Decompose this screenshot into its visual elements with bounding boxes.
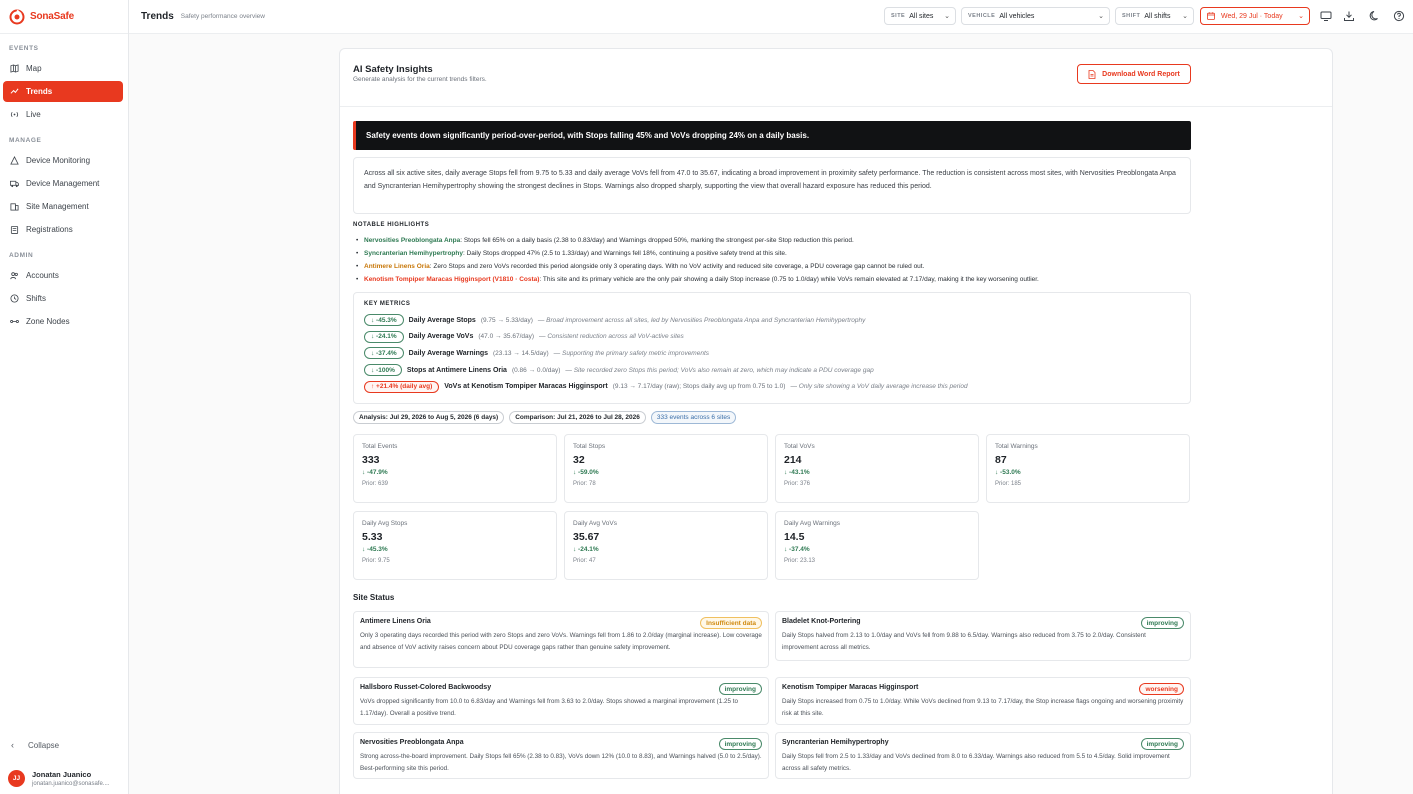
site-filter-label: SITE	[891, 13, 906, 19]
site-card	[775, 677, 1191, 725]
site-card	[353, 677, 769, 725]
stat-card-daily-avg-vovs	[564, 511, 768, 580]
stat-prior: Prior: 639	[362, 481, 389, 487]
comparison-period-chip: Comparison: Jul 21, 2026 to Jul 28, 2026	[509, 411, 646, 424]
site-name: Hallsboro Russet-Colored Backwoodsy	[360, 684, 492, 691]
metric-note: — Site recorded zero Stops this period; VoVs also remain at zero, which may indicate a PDU coverage gap	[565, 366, 874, 374]
site-filter-value: All sites	[909, 12, 934, 20]
monitor-icon[interactable]	[1319, 9, 1333, 23]
ai-insights-subtitle: Generate analysis for the current trends filters.	[353, 76, 487, 83]
highlight-site: Nervosities Preoblongata Anpa	[364, 237, 461, 244]
avatar: JJ	[8, 770, 25, 787]
stat-value: 214	[784, 454, 802, 466]
site-description: Only 3 operating days recorded this period with zero Stops and zero VoVs. Warnings fell from 1.86 to 2.0/day (marginal increase). Low coverage and absence of VoV activity raises concern about PDU coverage gaps rather than genuine safety improvement.	[360, 632, 762, 651]
stat-prior: Prior: 78	[573, 481, 596, 487]
date-picker[interactable]	[1200, 7, 1310, 25]
stat-card-daily-avg-warnings	[775, 511, 979, 580]
stat-change: ↓ -24.1%	[573, 546, 599, 553]
sidebar-item-label: Site Management	[26, 202, 89, 211]
collapse-label: Collapse	[28, 740, 60, 750]
page-title: Trends	[141, 11, 174, 22]
metric-value: (23.13 → 14.5/day)	[493, 349, 549, 357]
site-name: Syncranterian Hemihypertrophy	[782, 739, 889, 746]
shift-filter[interactable]	[1115, 7, 1194, 25]
highlight-text: : Stops fell 65% on a daily basis (2.38 to 0.83/day) and Warnings dropped 50%, marking the strongest per-site Stop reduction this period.	[460, 237, 854, 244]
highlights-list	[356, 234, 1191, 286]
events-count-chip: 333 events across 6 sites	[651, 411, 736, 424]
stat-change: ↓ -45.3%	[362, 546, 388, 553]
stat-label: Total Events	[362, 443, 398, 450]
metric-note: — Broad improvement across all sites, led by Nervosities Preoblongata Anpa and Syncranterian Hemihypertrophy	[537, 316, 866, 324]
stat-label: Total Warnings	[995, 443, 1038, 450]
list-item	[356, 273, 1191, 286]
nav-section-admin: ADMIN	[9, 252, 34, 259]
sidebar-item-label: Shifts	[26, 294, 47, 303]
stat-card-total-vovs	[775, 434, 979, 503]
sidebar-item-label: Registrations	[26, 225, 73, 234]
clipboard-icon	[10, 225, 19, 234]
site-status-title: Site Status	[353, 593, 395, 602]
stat-card-total-events	[353, 434, 557, 503]
highlight-site: Syncranterian Hemihypertrophy	[364, 250, 463, 257]
metric-name: Stops at Antimere Linens Oria	[406, 366, 507, 374]
list-item	[356, 247, 1191, 260]
highlight-site: Antimere Linens Oria	[364, 263, 430, 270]
site-name: Kenotism Tompiper Maracas Higginsport	[782, 684, 919, 691]
status-badge: Insufficient data	[700, 617, 762, 629]
sidebar	[0, 0, 129, 794]
stat-label: Total Stops	[573, 443, 606, 450]
stat-value: 32	[573, 454, 585, 466]
sidebar-item-label: Zone Nodes	[26, 317, 70, 326]
ai-insights-panel	[339, 48, 1333, 794]
stat-value: 333	[362, 454, 380, 466]
period-chips	[353, 411, 741, 424]
sidebar-item-zone-nodes[interactable]	[3, 311, 123, 332]
key-metrics-box	[353, 292, 1191, 404]
sidebar-item-label: Map	[26, 64, 42, 73]
highlight-site: Kenotism Tompiper Maracas Higginsport (V1810 · Costa)	[364, 276, 540, 283]
highlight-text: : Daily Stops dropped 47% (2.5 to 1.33/day) and Warnings fell 18%, continuing a positive safety trend at this site.	[462, 250, 787, 257]
vehicle-filter-label: VEHICLE	[968, 13, 996, 19]
shift-filter-value: All shifts	[1144, 12, 1171, 20]
chevron-left-icon: ‹	[11, 740, 14, 750]
stat-prior: Prior: 23.13	[784, 558, 816, 564]
metric-note: — Supporting the primary safety metric improvements	[553, 349, 710, 357]
sidebar-item-map[interactable]	[3, 58, 123, 79]
sidebar-item-trends[interactable]	[3, 81, 123, 102]
metric-row	[364, 362, 1180, 379]
building-icon	[10, 202, 19, 211]
metric-value: (0.86 → 0.0/day)	[511, 366, 561, 374]
site-filter[interactable]	[884, 7, 956, 25]
highlight-text: : Zero Stops and zero VoVs recorded this period alongside only 3 operating days. With no VoV activity and reduced site coverage, a PDU coverage gap cannot be ruled out.	[429, 263, 925, 270]
brand[interactable]	[0, 0, 128, 34]
ai-insights-title: AI Safety Insights	[353, 64, 433, 75]
metric-row	[364, 378, 1180, 395]
truck-icon	[10, 179, 19, 188]
dark-mode-icon[interactable]	[1368, 9, 1382, 23]
calendar-icon	[1207, 12, 1215, 20]
site-card	[353, 611, 769, 668]
document-icon	[1088, 70, 1096, 79]
change-pill: ↓ -37.4%	[364, 347, 404, 359]
user-email: jonatan.juanico@sonasafe....	[32, 781, 110, 787]
nav-section-manage: MANAGE	[9, 137, 42, 144]
sidebar-item-label: Trends	[26, 87, 53, 96]
list-item	[356, 260, 1191, 273]
stat-card-total-stops	[564, 434, 768, 503]
status-badge: improving	[719, 738, 762, 750]
stat-label: Daily Avg VoVs	[573, 520, 617, 527]
metric-value: (9.75 → 5.33/day)	[480, 316, 533, 324]
metric-name: Daily Average Warnings	[408, 349, 489, 357]
sidebar-item-accounts[interactable]	[3, 265, 123, 286]
stat-prior: Prior: 47	[573, 558, 596, 564]
site-description: Daily Stops increased from 0.75 to 1.0/day. While VoVs declined from 9.13 to 7.17/day, the Stop increase flags ongoing and worsening proximity risk at this site.	[782, 698, 1184, 717]
site-card	[775, 611, 1191, 661]
download-word-report-button[interactable]	[1077, 64, 1191, 84]
site-description: VoVs dropped significantly from 10.0 to 6.83/day and Warnings fell from 3.63 to 2.0/day. Stops showed a marginal improvement (1.25 to 1.17/day). Overall a positive trend.	[360, 698, 739, 717]
analysis-period-chip: Analysis: Jul 29, 2026 to Aug 5, 2026 (6 days)	[353, 411, 504, 424]
stat-change: ↓ -47.9%	[362, 469, 388, 476]
stat-value: 87	[995, 454, 1007, 466]
key-metrics-title: KEY METRICS	[364, 301, 411, 307]
chevron-down-icon: ⌄	[1098, 13, 1104, 20]
change-pill: ↓ -100%	[364, 364, 402, 376]
collapse-button[interactable]	[11, 740, 59, 750]
bullet: •	[356, 237, 359, 244]
headline-banner: Safety events down significantly period-over-period, with Stops falling 45% and VoVs dropping 24% on a daily basis.	[353, 121, 1191, 150]
stat-card-daily-avg-stops	[353, 511, 557, 580]
site-description: Strong across-the-board improvement. Daily Stops fell 65% (2.38 to 0.83), VoVs down 12% (10.0 to 8.83), and Warnings halved (5.0 to 2.5/day). Best-performing site this period.	[360, 753, 762, 772]
sidebar-item-label: Accounts	[26, 271, 59, 280]
metric-name: VoVs at Kenotism Tompiper Maracas Higginsport	[444, 383, 608, 391]
clock-icon	[10, 294, 19, 303]
vehicle-filter[interactable]	[961, 7, 1110, 25]
highlight-text: : This site and its primary vehicle are the only pair showing a daily Stop increase (0.75 to 1.0/day) while VoVs remain elevated at 7.17/day, making it the key worsening outlier.	[539, 276, 1039, 283]
nav-section-events: EVENTS	[9, 45, 39, 52]
date-value: Wed, 29 Jul · Today	[1221, 12, 1283, 20]
broadcast-icon	[10, 110, 19, 119]
warning-triangle-icon	[10, 156, 19, 165]
bullet: •	[356, 250, 359, 257]
trend-icon	[10, 87, 19, 96]
bullet: •	[356, 263, 359, 270]
metric-row	[364, 329, 1180, 346]
status-badge: improving	[1141, 738, 1184, 750]
list-item	[356, 234, 1191, 247]
bullet: •	[356, 276, 359, 283]
sidebar-item-shifts[interactable]	[3, 288, 123, 309]
brand-name: SonaSafe	[30, 11, 74, 22]
site-name: Antimere Linens Oria	[360, 618, 431, 625]
metric-note: — Only site showing a VoV daily average increase this period	[790, 383, 968, 391]
vehicle-filter-value: All vehicles	[999, 12, 1035, 20]
site-card	[353, 732, 769, 779]
status-badge: improving	[719, 683, 762, 695]
metric-name: Daily Average VoVs	[408, 333, 474, 341]
download-icon[interactable]	[1342, 9, 1356, 23]
sidebar-item-site-management[interactable]	[3, 196, 123, 217]
site-description: Daily Stops fell from 2.5 to 1.33/day and VoVs declined from 8.0 to 6.33/day. Warnings also reduced from 5.5 to 4.5/day. Solid improvement across all safety metrics.	[782, 753, 1170, 772]
sidebar-item-label: Live	[26, 110, 41, 119]
stat-change: ↓ -53.0%	[995, 469, 1021, 476]
stat-label: Total VoVs	[784, 443, 815, 450]
ai-insights-header	[340, 49, 1332, 107]
metric-name: Daily Average Stops	[408, 316, 476, 324]
stat-label: Daily Avg Stops	[362, 520, 408, 527]
status-badge: worsening	[1139, 683, 1184, 695]
highlights-title: NOTABLE HIGHLIGHTS	[353, 222, 430, 228]
nodes-icon	[10, 317, 19, 326]
change-pill: ↓ -45.3%	[364, 314, 404, 326]
sidebar-item-device-monitoring[interactable]	[3, 150, 123, 171]
site-description: Daily Stops halved from 2.13 to 1.0/day and VoVs fell from 9.88 to 6.5/day. Warnings also reduced from 3.75 to 2.0/day. Consistent improvement across all metrics.	[782, 632, 1146, 651]
stat-prior: Prior: 185	[995, 481, 1022, 487]
top-bar	[129, 0, 1413, 34]
stat-change: ↓ -59.0%	[573, 469, 599, 476]
main-area	[129, 0, 1413, 794]
stat-change: ↓ -43.1%	[784, 469, 810, 476]
status-badge: improving	[1141, 617, 1184, 629]
metric-row	[364, 345, 1180, 362]
help-icon[interactable]	[1392, 9, 1406, 23]
map-icon	[10, 64, 19, 73]
summary-text: Across all six active sites, daily average Stops fell from 9.75 to 5.33 and daily average VoVs fell from 47.0 to 35.67, indicating a broad improvement in proximity safety performance. The reduction is consistent across most sites, with Nervosities Preoblongata Anpa and Syncranterian Hemihypertrophy showing the strongest declines in Stops. Warnings also dropped sharply, supporting the view that overall hazard exposure has reduced this period.	[353, 157, 1191, 214]
stat-change: ↓ -37.4%	[784, 546, 810, 553]
chevron-down-icon: ⌄	[944, 13, 950, 20]
stat-prior: Prior: 376	[784, 481, 811, 487]
metric-value: (47.0 → 35.67/day)	[478, 333, 535, 341]
sidebar-item-label: Device Monitoring	[26, 156, 91, 165]
sonasafe-logo-icon	[9, 9, 25, 25]
site-name: Nervosities Preoblongata Anpa	[360, 739, 464, 746]
stat-label: Daily Avg Warnings	[784, 520, 840, 527]
metric-row	[364, 312, 1180, 329]
sidebar-item-registrations[interactable]	[3, 219, 123, 240]
chevron-down-icon: ⌄	[1298, 13, 1304, 20]
metric-value: (9.13 → 7.17/day (raw); Stops daily avg up from 0.75 to 1.0)	[612, 383, 786, 391]
chevron-down-icon: ⌄	[1182, 13, 1188, 20]
download-label: Download Word Report	[1102, 70, 1180, 78]
site-card	[775, 732, 1191, 779]
stat-value: 35.67	[573, 531, 600, 543]
page-subtitle: Safety performance overview	[180, 13, 265, 20]
stat-value: 14.5	[784, 531, 805, 543]
sidebar-item-label: Device Management	[26, 179, 100, 188]
change-pill: ↑ +21.4% (daily avg)	[364, 381, 439, 393]
site-name: Bladelet Knot-Portering	[782, 618, 861, 625]
metric-note: — Consistent reduction across all VoV-active sites	[539, 333, 684, 341]
shift-filter-label: SHIFT	[1122, 13, 1141, 19]
user-name: Jonatan Juanico	[32, 770, 92, 779]
users-icon	[10, 271, 19, 280]
stat-prior: Prior: 9.75	[362, 558, 390, 564]
user-profile[interactable]	[8, 770, 109, 787]
stat-card-total-warnings	[986, 434, 1190, 503]
change-pill: ↓ -24.1%	[364, 331, 404, 343]
sidebar-item-device-management[interactable]	[3, 173, 123, 194]
stat-value: 5.33	[362, 531, 383, 543]
sidebar-item-live[interactable]	[3, 104, 123, 125]
